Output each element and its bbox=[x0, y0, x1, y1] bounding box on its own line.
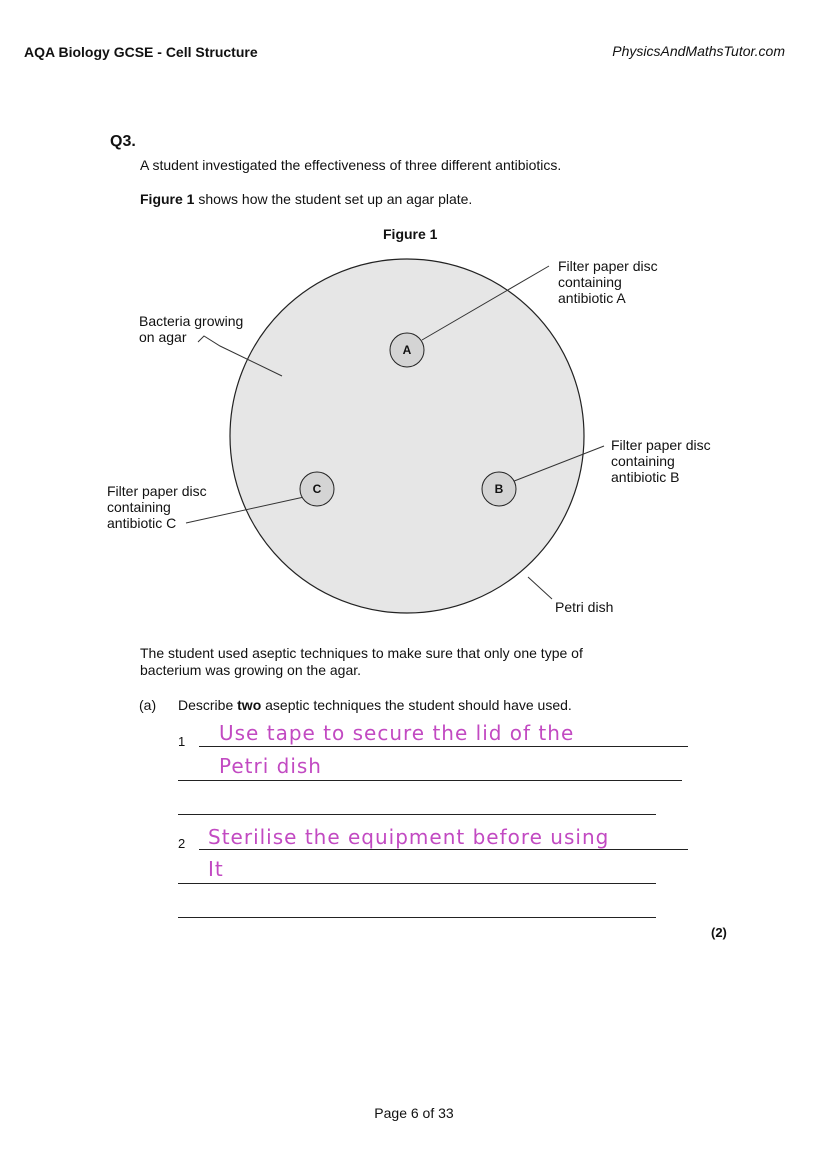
disc-c-letter: C bbox=[312, 482, 322, 496]
part-a-prompt-post: aseptic techniques the student should have used. bbox=[261, 697, 572, 713]
question-number: Q3. bbox=[110, 133, 136, 150]
answer-1-number: 1 bbox=[178, 734, 186, 749]
answer-1-line1-handwriting: Use tape to secure the lid of the bbox=[219, 721, 575, 745]
label-petri-dish: Petri dish bbox=[555, 599, 614, 615]
label-disc-b-line3: antibiotic B bbox=[611, 469, 680, 485]
label-disc-a-line2: containing bbox=[558, 274, 622, 290]
context-line1: The student used aseptic techniques to make sure that only one type of bbox=[140, 645, 583, 661]
answer-line-3[interactable] bbox=[178, 814, 656, 815]
answer-1-line2-handwriting: Petri dish bbox=[219, 754, 322, 778]
footer-page-word: Page bbox=[374, 1105, 411, 1121]
page-footer bbox=[0, 1105, 828, 1121]
header-title: AQA Biology GCSE - Cell Structure bbox=[24, 44, 258, 60]
disc-b-letter: B bbox=[494, 482, 504, 496]
part-a-label: (a) bbox=[139, 697, 157, 713]
label-disc-c-line3: antibiotic C bbox=[107, 515, 177, 531]
label-disc-a bbox=[558, 258, 658, 306]
footer-of-word: of bbox=[418, 1105, 439, 1121]
label-disc-c bbox=[107, 483, 207, 531]
label-bacteria bbox=[139, 313, 243, 345]
label-disc-a-line3: antibiotic A bbox=[558, 290, 626, 306]
part-a-prompt-bold: two bbox=[237, 697, 262, 713]
label-disc-c-line2: containing bbox=[107, 499, 171, 515]
context-text bbox=[140, 645, 583, 679]
label-disc-b-line1: Filter paper disc bbox=[611, 437, 711, 453]
leader-line-petri bbox=[528, 577, 552, 599]
footer-page-total: 33 bbox=[438, 1105, 454, 1121]
label-disc-b-line2: containing bbox=[611, 453, 675, 469]
answer-line-4[interactable] bbox=[199, 849, 688, 850]
marks-indicator: (2) bbox=[711, 925, 727, 940]
answer-line-1[interactable] bbox=[199, 746, 688, 747]
label-disc-b bbox=[611, 437, 711, 485]
disc-a-letter: A bbox=[402, 343, 412, 357]
answer-line-6[interactable] bbox=[178, 917, 656, 918]
answer-2-line2-handwriting: It bbox=[208, 857, 224, 881]
answer-2-line1-handwriting: Sterilise the equipment before using bbox=[208, 825, 610, 849]
label-bacteria-line1: Bacteria growing bbox=[139, 313, 244, 329]
answer-line-5[interactable] bbox=[178, 883, 656, 884]
answer-line-2[interactable] bbox=[178, 780, 682, 781]
petri-dish bbox=[230, 259, 584, 613]
footer-page-number: 6 bbox=[410, 1105, 419, 1121]
label-bacteria-line2: on agar bbox=[139, 329, 187, 345]
part-a-prompt bbox=[178, 697, 572, 713]
label-disc-c-line1: Filter paper disc bbox=[107, 483, 207, 499]
figure-title: Figure 1 bbox=[383, 226, 438, 242]
label-disc-a-line1: Filter paper disc bbox=[558, 258, 658, 274]
part-a-prompt-pre: Describe bbox=[178, 697, 238, 713]
answer-2-number: 2 bbox=[178, 836, 186, 851]
figure-reference-text: shows how the student set up an agar plate. bbox=[194, 191, 473, 207]
figure-reference-bold: Figure 1 bbox=[140, 191, 195, 207]
context-line2: bacterium was growing on the agar. bbox=[140, 662, 362, 678]
header-site: PhysicsAndMathsTutor.com bbox=[612, 43, 785, 59]
question-intro: A student investigated the effectiveness of three different antibiotics. bbox=[140, 157, 562, 173]
